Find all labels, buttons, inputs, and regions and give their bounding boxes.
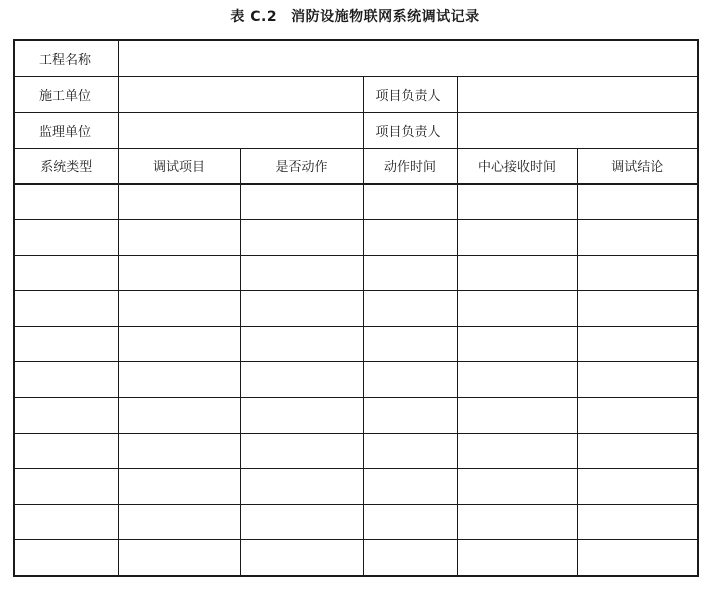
cell-center-receive-time[interactable] [457,255,577,291]
cell-test-item[interactable] [118,184,240,220]
table-caption: 消防设施物联网系统调试记录 [291,9,480,25]
cell-test-conclusion[interactable] [577,255,698,291]
table-row [14,291,698,327]
table-row [14,433,698,469]
cell-center-receive-time[interactable] [457,469,577,505]
cell-test-conclusion[interactable] [577,220,698,256]
cell-system-type[interactable] [14,362,118,398]
cell-test-item[interactable] [118,362,240,398]
cell-actuated[interactable] [240,398,363,434]
cell-test-conclusion[interactable] [577,540,698,576]
cell-action-time[interactable] [363,540,457,576]
table-row [14,184,698,220]
cell-system-type[interactable] [14,326,118,362]
cell-action-time[interactable] [363,220,457,256]
cell-center-receive-time[interactable] [457,291,577,327]
cell-actuated[interactable] [240,220,363,256]
cell-test-conclusion[interactable] [577,362,698,398]
cell-center-receive-time[interactable] [457,504,577,540]
info-row-contractor [14,76,698,112]
cell-actuated[interactable] [240,362,363,398]
cell-action-time[interactable] [363,291,457,327]
table-row [14,469,698,505]
table-row [14,326,698,362]
cell-actuated[interactable] [240,184,363,220]
cell-test-conclusion[interactable] [577,398,698,434]
cell-actuated[interactable] [240,469,363,505]
cell-test-conclusion[interactable] [577,326,698,362]
table-row [14,504,698,540]
cell-actuated[interactable] [240,540,363,576]
supervisor-label: 监理单位 [14,112,118,148]
supervisor-manager-label: 项目负责人 [363,112,457,148]
cell-test-item[interactable] [118,255,240,291]
cell-system-type[interactable] [14,504,118,540]
contractor-manager-value[interactable] [457,76,698,112]
cell-test-item[interactable] [118,433,240,469]
cell-action-time[interactable] [363,255,457,291]
cell-system-type[interactable] [14,220,118,256]
cell-action-time[interactable] [363,362,457,398]
cell-action-time[interactable] [363,433,457,469]
cell-actuated[interactable] [240,433,363,469]
table-number: 表 C.2 [230,9,278,25]
cell-action-time[interactable] [363,504,457,540]
cell-system-type[interactable] [14,469,118,505]
cell-test-conclusion[interactable] [577,184,698,220]
cell-test-conclusion[interactable] [577,433,698,469]
cell-center-receive-time[interactable] [457,398,577,434]
cell-action-time[interactable] [363,469,457,505]
table-row [14,362,698,398]
cell-test-conclusion[interactable] [577,469,698,505]
col-header-test-item: 调试项目 [118,148,240,184]
cell-system-type[interactable] [14,433,118,469]
info-row-supervisor [14,112,698,148]
info-row-project [14,40,698,76]
cell-action-time[interactable] [363,326,457,362]
table-row [14,398,698,434]
cell-system-type[interactable] [14,540,118,576]
cell-test-conclusion[interactable] [577,291,698,327]
cell-action-time[interactable] [363,184,457,220]
cell-test-item[interactable] [118,220,240,256]
cell-test-item[interactable] [118,326,240,362]
supervisor-value[interactable] [118,112,363,148]
cell-test-item[interactable] [118,398,240,434]
cell-actuated[interactable] [240,326,363,362]
contractor-label: 施工单位 [14,76,118,112]
commissioning-record-table [13,39,699,577]
col-header-system-type: 系统类型 [14,148,118,184]
data-rows [14,184,698,576]
project-name-label: 工程名称 [14,40,118,76]
table-row [14,255,698,291]
cell-test-conclusion[interactable] [577,504,698,540]
supervisor-manager-value[interactable] [457,112,698,148]
col-header-test-conclusion: 调试结论 [577,148,698,184]
project-name-value[interactable] [118,40,698,76]
cell-system-type[interactable] [14,184,118,220]
cell-actuated[interactable] [240,291,363,327]
cell-action-time[interactable] [363,398,457,434]
cell-center-receive-time[interactable] [457,184,577,220]
cell-test-item[interactable] [118,291,240,327]
col-header-center-receive-time: 中心接收时间 [457,148,577,184]
cell-test-item[interactable] [118,469,240,505]
cell-center-receive-time[interactable] [457,362,577,398]
cell-actuated[interactable] [240,255,363,291]
table-row [14,220,698,256]
cell-test-item[interactable] [118,540,240,576]
cell-test-item[interactable] [118,504,240,540]
cell-system-type[interactable] [14,398,118,434]
col-header-actuated: 是否动作 [240,148,363,184]
cell-center-receive-time[interactable] [457,433,577,469]
cell-center-receive-time[interactable] [457,220,577,256]
table-row [14,540,698,576]
table-title [0,6,710,26]
cell-system-type[interactable] [14,291,118,327]
col-header-action-time: 动作时间 [363,148,457,184]
column-header-row [14,148,698,184]
cell-system-type[interactable] [14,255,118,291]
cell-actuated[interactable] [240,504,363,540]
cell-center-receive-time[interactable] [457,326,577,362]
contractor-manager-label: 项目负责人 [363,76,457,112]
contractor-value[interactable] [118,76,363,112]
cell-center-receive-time[interactable] [457,540,577,576]
